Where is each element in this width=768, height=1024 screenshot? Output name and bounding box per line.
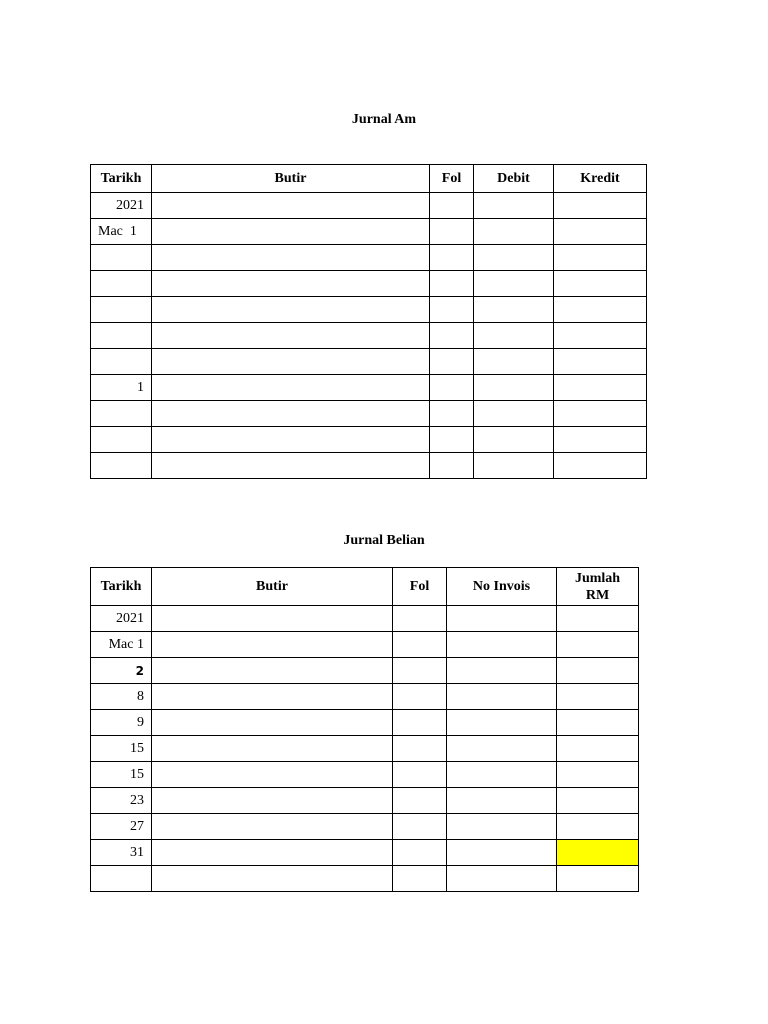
cell-kredit bbox=[554, 349, 647, 375]
cell-fol bbox=[430, 271, 474, 297]
cell-no-invois bbox=[447, 658, 557, 684]
cell-no-invois bbox=[447, 762, 557, 788]
cell-jumlah bbox=[557, 684, 639, 710]
cell-tarikh: 15 bbox=[91, 736, 152, 762]
cell-tarikh: 2 bbox=[91, 658, 152, 684]
cell-tarikh bbox=[91, 323, 152, 349]
cell-butir bbox=[152, 375, 430, 401]
cell-tarikh bbox=[91, 271, 152, 297]
cell-debit bbox=[474, 271, 554, 297]
cell-butir bbox=[152, 453, 430, 479]
cell-fol bbox=[393, 736, 447, 762]
table-row bbox=[91, 710, 639, 736]
header-no-invois: No Invois bbox=[447, 568, 557, 606]
cell-debit bbox=[474, 245, 554, 271]
cell-tarikh: 9 bbox=[91, 710, 152, 736]
table-row bbox=[91, 271, 647, 297]
cell-butir bbox=[152, 684, 393, 710]
cell-fol bbox=[393, 632, 447, 658]
cell-butir bbox=[152, 736, 393, 762]
cell-jumlah bbox=[557, 710, 639, 736]
cell-kredit bbox=[554, 193, 647, 219]
table-row bbox=[91, 297, 647, 323]
cell-debit bbox=[474, 323, 554, 349]
cell-tarikh bbox=[91, 349, 152, 375]
cell-tarikh bbox=[91, 866, 152, 892]
cell-tarikh bbox=[91, 453, 152, 479]
cell-kredit bbox=[554, 453, 647, 479]
cell-tarikh: Mac 1 bbox=[91, 632, 152, 658]
jurnal-belian-table bbox=[90, 567, 639, 892]
cell-butir bbox=[152, 271, 430, 297]
cell-debit bbox=[474, 453, 554, 479]
table-row bbox=[91, 375, 647, 401]
cell-fol bbox=[430, 297, 474, 323]
cell-butir bbox=[152, 762, 393, 788]
table-row bbox=[91, 632, 639, 658]
cell-fol bbox=[393, 788, 447, 814]
cell-jumlah bbox=[557, 814, 639, 840]
cell-fol bbox=[430, 375, 474, 401]
cell-butir bbox=[152, 814, 393, 840]
table-row bbox=[91, 401, 647, 427]
header-kredit: Kredit bbox=[554, 165, 647, 193]
cell-butir bbox=[152, 193, 430, 219]
jurnal-belian-title: Jurnal Belian bbox=[343, 533, 425, 548]
header-debit: Debit bbox=[474, 165, 554, 193]
cell-butir bbox=[152, 297, 430, 323]
cell-butir bbox=[152, 632, 393, 658]
table-row bbox=[91, 788, 639, 814]
table-row bbox=[91, 762, 639, 788]
cell-tarikh: 2021 bbox=[91, 193, 152, 219]
cell-kredit bbox=[554, 401, 647, 427]
cell-fol bbox=[430, 453, 474, 479]
cell-debit bbox=[474, 427, 554, 453]
cell-jumlah bbox=[557, 606, 639, 632]
cell-debit bbox=[474, 349, 554, 375]
table-row bbox=[91, 245, 647, 271]
cell-tarikh bbox=[91, 245, 152, 271]
cell-butir bbox=[152, 606, 393, 632]
cell-butir bbox=[152, 349, 430, 375]
header-jumlah-line2: RM bbox=[585, 587, 610, 603]
cell-no-invois bbox=[447, 788, 557, 814]
cell-tarikh: Mac 1 bbox=[91, 219, 152, 245]
cell-no-invois bbox=[447, 840, 557, 866]
table-row bbox=[91, 453, 647, 479]
cell-tarikh: 2021 bbox=[91, 606, 152, 632]
table-row bbox=[91, 736, 639, 762]
cell-no-invois bbox=[447, 632, 557, 658]
cell-butir bbox=[152, 866, 393, 892]
cell-fol bbox=[393, 840, 447, 866]
cell-debit bbox=[474, 219, 554, 245]
cell-tarikh bbox=[91, 401, 152, 427]
cell-jumlah bbox=[557, 788, 639, 814]
cell-no-invois bbox=[447, 736, 557, 762]
table-row bbox=[91, 219, 647, 245]
cell-kredit bbox=[554, 245, 647, 271]
header-tarikh: Tarikh bbox=[91, 165, 152, 193]
cell-jumlah bbox=[557, 658, 639, 684]
cell-butir bbox=[152, 219, 430, 245]
cell-tarikh: 31 bbox=[91, 840, 152, 866]
cell-fol bbox=[430, 349, 474, 375]
table-row bbox=[91, 684, 639, 710]
cell-jumlah-highlighted bbox=[557, 840, 639, 866]
jurnal-am-header-row bbox=[91, 165, 647, 193]
cell-butir bbox=[152, 323, 430, 349]
cell-butir bbox=[152, 401, 430, 427]
cell-debit bbox=[474, 193, 554, 219]
header-butir: Butir bbox=[152, 165, 430, 193]
table-row bbox=[91, 814, 639, 840]
cell-kredit bbox=[554, 271, 647, 297]
cell-tarikh: 23 bbox=[91, 788, 152, 814]
cell-butir bbox=[152, 710, 393, 736]
cell-fol bbox=[430, 245, 474, 271]
cell-fol bbox=[393, 684, 447, 710]
cell-no-invois bbox=[447, 606, 557, 632]
cell-fol bbox=[430, 219, 474, 245]
cell-fol bbox=[430, 401, 474, 427]
jurnal-am-table bbox=[90, 164, 647, 479]
cell-tarikh bbox=[91, 297, 152, 323]
cell-butir bbox=[152, 245, 430, 271]
cell-butir bbox=[152, 427, 430, 453]
table-row bbox=[91, 606, 639, 632]
cell-debit bbox=[474, 401, 554, 427]
header-butir: Butir bbox=[152, 568, 393, 606]
cell-kredit bbox=[554, 219, 647, 245]
cell-fol bbox=[430, 193, 474, 219]
cell-jumlah bbox=[557, 762, 639, 788]
table-row bbox=[91, 427, 647, 453]
cell-debit bbox=[474, 375, 554, 401]
cell-debit bbox=[474, 297, 554, 323]
table-row bbox=[91, 866, 639, 892]
cell-kredit bbox=[554, 427, 647, 453]
cell-tarikh: 15 bbox=[91, 762, 152, 788]
jurnal-belian-header-row bbox=[91, 568, 639, 606]
cell-jumlah bbox=[557, 632, 639, 658]
table-row bbox=[91, 323, 647, 349]
table-row bbox=[91, 658, 639, 684]
jurnal-am-title: Jurnal Am bbox=[351, 112, 417, 127]
cell-fol bbox=[393, 658, 447, 684]
cell-fol bbox=[393, 710, 447, 736]
header-fol: Fol bbox=[430, 165, 474, 193]
header-jumlah bbox=[557, 568, 639, 606]
table-row bbox=[91, 840, 639, 866]
header-tarikh: Tarikh bbox=[91, 568, 152, 606]
header-jumlah-line1: Jumlah bbox=[574, 570, 621, 586]
cell-no-invois bbox=[447, 710, 557, 736]
header-fol: Fol bbox=[393, 568, 447, 606]
cell-tarikh: 1 bbox=[91, 375, 152, 401]
cell-butir bbox=[152, 840, 393, 866]
cell-butir bbox=[152, 788, 393, 814]
table-row bbox=[91, 349, 647, 375]
cell-tarikh: 27 bbox=[91, 814, 152, 840]
cell-no-invois bbox=[447, 814, 557, 840]
cell-no-invois bbox=[447, 866, 557, 892]
table-row bbox=[91, 193, 647, 219]
cell-fol bbox=[393, 866, 447, 892]
cell-fol bbox=[393, 814, 447, 840]
cell-jumlah bbox=[557, 736, 639, 762]
cell-butir bbox=[152, 658, 393, 684]
cell-jumlah bbox=[557, 866, 639, 892]
cell-tarikh bbox=[91, 427, 152, 453]
cell-fol bbox=[393, 762, 447, 788]
cell-fol bbox=[393, 606, 447, 632]
cell-kredit bbox=[554, 375, 647, 401]
cell-kredit bbox=[554, 323, 647, 349]
cell-no-invois bbox=[447, 684, 557, 710]
cell-fol bbox=[430, 323, 474, 349]
cell-fol bbox=[430, 427, 474, 453]
cell-kredit bbox=[554, 297, 647, 323]
cell-tarikh: 8 bbox=[91, 684, 152, 710]
